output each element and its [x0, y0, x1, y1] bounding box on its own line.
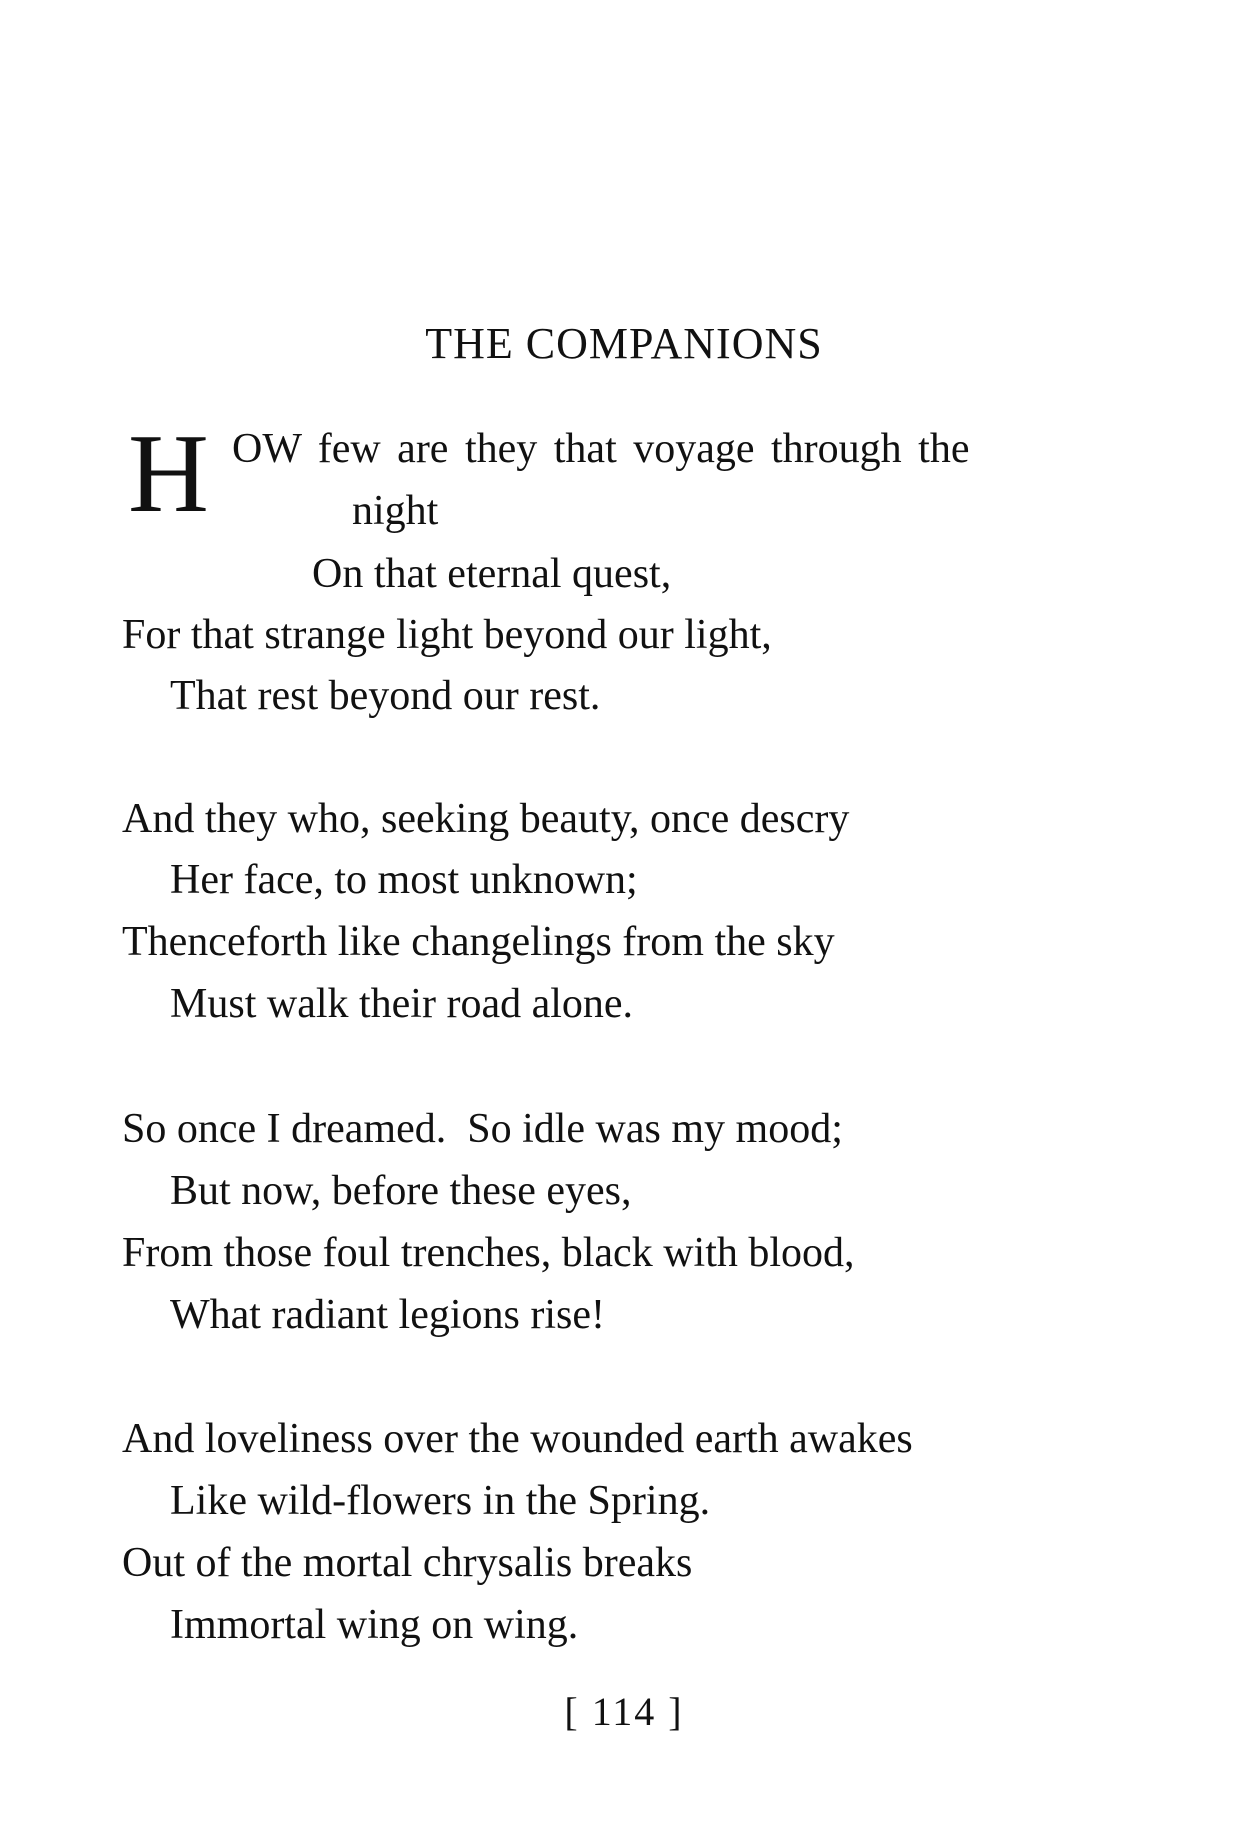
poem-line: Her face, to most unknown;	[170, 857, 638, 903]
poem-line-continuation: night	[352, 488, 439, 534]
poem-line: And loveliness over the wounded earth awakes	[122, 1416, 913, 1462]
poem-line: Out of the mortal chrysalis breaks	[122, 1540, 693, 1586]
poem-line: So once I dreamed. So idle was my mood;	[122, 1106, 843, 1152]
poem-line: But now, before these eyes,	[170, 1168, 632, 1214]
poem-line: Like wild-flowers in the Spring.	[170, 1478, 711, 1524]
poem-line: For that strange light beyond our light,	[122, 612, 772, 658]
page-number: [ 114 ]	[564, 1689, 684, 1734]
poem-line: On that eternal quest,	[312, 551, 672, 597]
poem-line: Must walk their road alone.	[170, 981, 634, 1027]
poem-line: Immortal wing on wing.	[170, 1602, 579, 1648]
poem-line: From those foul trenches, black with blood,	[122, 1230, 855, 1276]
drop-cap: H	[128, 412, 209, 536]
poem-title: THE COMPANIONS	[425, 319, 823, 368]
poem-line: Thenceforth like changelings from the sky	[122, 919, 835, 965]
poem-line: That rest beyond our rest.	[170, 673, 601, 719]
poem-line: OW few are they that voyage through the	[232, 426, 970, 472]
poem-line: And they who, seeking beauty, once descry	[122, 796, 850, 842]
poem-line: What radiant legions rise!	[170, 1292, 606, 1338]
